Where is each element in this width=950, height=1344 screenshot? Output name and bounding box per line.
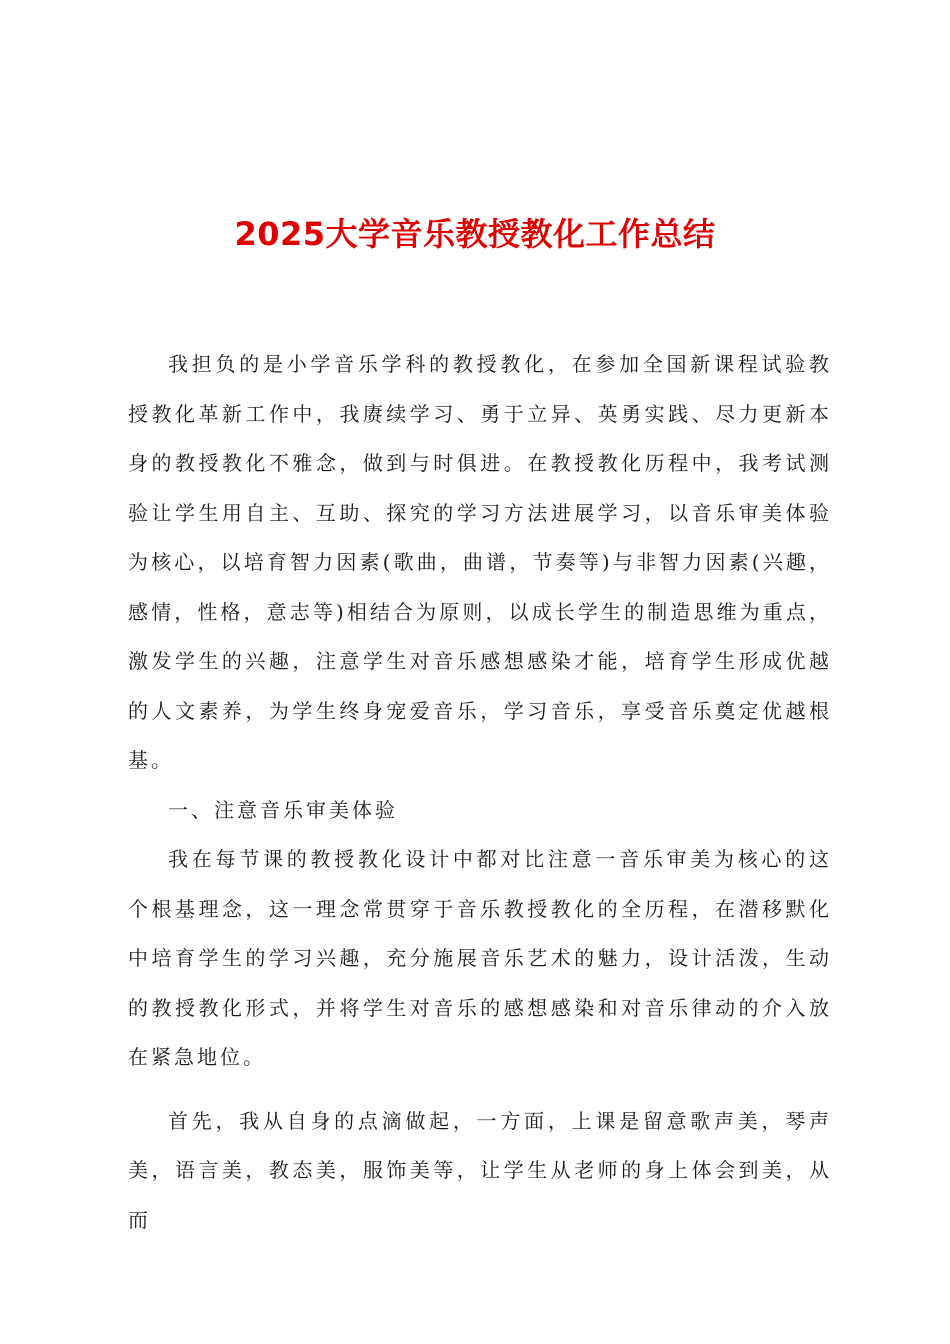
paragraph-first-point: 首先，我从自身的点滴做起，一方面，上课是留意歌声美，琴声美，语言美，教态美，服饰美等，让学生从老师的身上体会到美，从而: [128, 1108, 832, 1232]
document-title: 2025大学音乐教授教化工作总结: [234, 215, 716, 253]
section-heading-1: 一、注意音乐审美体验: [168, 797, 398, 822]
paragraph-intro: 我担负的是小学音乐学科的教授教化，在参加全国新课程试验教授教化革新工作中，我赓续学习、勇于立异、英勇实践、尽力更新本身的教授教化不雅念，做到与时俱进。在教授教化历程中，我考试测验让学生用自主、互助、探究的学习方法进展学习，以音乐审美体验为核心，以培育智力因素(歌曲，曲谱，节奏等)与非智力因素(兴趣，感情，性格，意志等)相结合为原则，以成长学生的制造思维为重点，激发学生的兴趣，注意学生对音乐感想感染才能，培育学生形成优越的人文素养，为学生终身宠爱音乐，学习音乐，享受音乐奠定优越根基。: [128, 352, 832, 772]
paragraph-section-1: 我在每节课的教授教化设计中都对比注意一音乐审美为核心的这个根基理念，这一理念常贯穿于音乐教授教化的全历程，在潜移默化中培育学生的学习兴趣，充分施展音乐艺术的魅力，设计活泼，生动的教授教化形式，并将学生对音乐的感想感染和对音乐律动的介入放在紧急地位。: [128, 847, 832, 1069]
document-body: [128, 340, 832, 1245]
